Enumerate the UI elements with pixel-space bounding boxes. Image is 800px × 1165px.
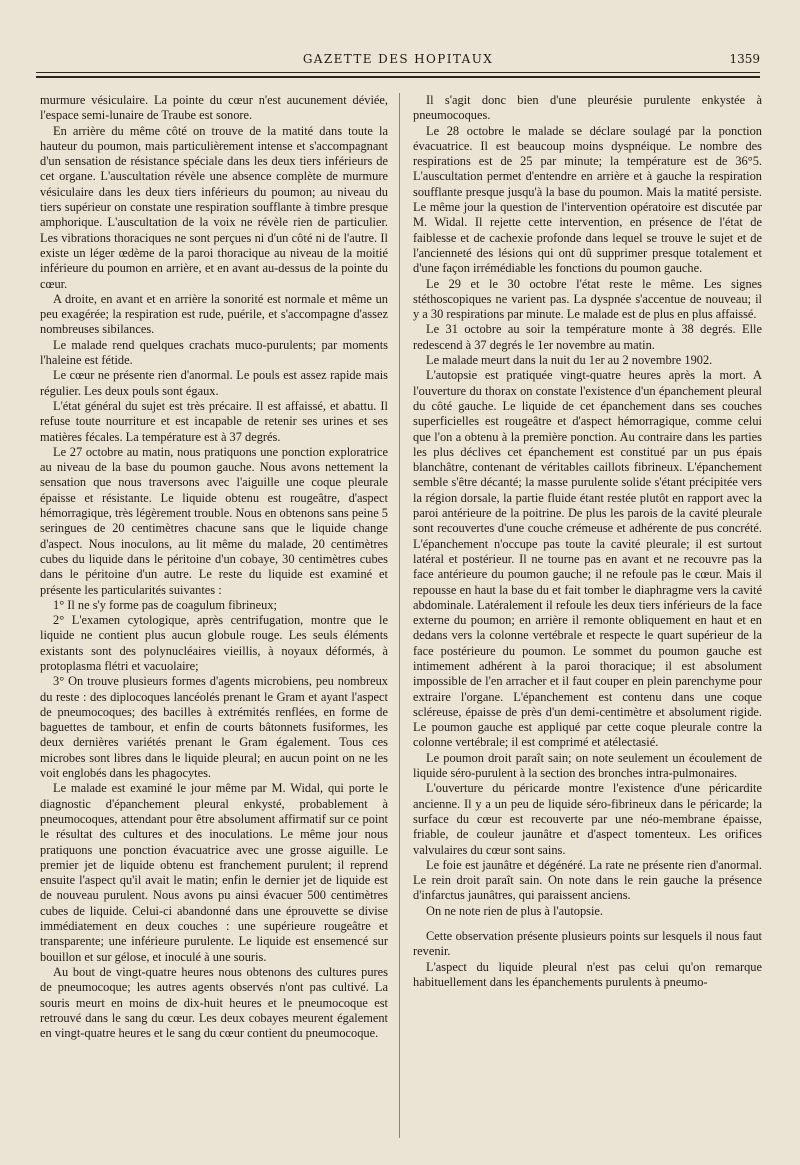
list-item: 2° L'examen cytologique, après centrifugation, montre que le liquide ne contient plus aucun globule rouge. Les seuls éléments existants sont des polynucléaires vieillis, à noyaux déformés, à protoplasma flétri et vacuolaire;	[40, 613, 388, 673]
paragraph: Il s'agit donc bien d'une pleurésie purulente enkystée à pneumocoques.	[413, 93, 762, 123]
paragraph: Le malade est examiné le jour même par M. Widal, qui porte le diagnostic d'épanchement pleural enkysté, probablement à pneumocoques, attendant pour être absolument affirmatif sur ce point le résultat des cultures et des inoculations. Le même jour nous pratiquons une ponction évacuatrice avec une grosse aiguille. Le premier jet de liquide obtenu est franchement purulent; il reprend ensuite l'aspect qu'il avait le matin; enfin le dernier jet de liquide est de nouveau purulent. Nous avons pu ainsi évacuer 500 centimètres cubes de liquide. Celui-ci abandonné dans une éprouvette se divise immédiatement en deux couches : une supérieure rougeâtre et transparente; une inférieure purulente. Le liquide est ensemencé sur bouillon et sur gélose, et inoculé à une souris.	[40, 781, 388, 964]
paragraph: Le malade meurt dans la nuit du 1er au 2 novembre 1902.	[426, 353, 713, 368]
header-rule-thick	[36, 76, 760, 78]
paragraph: On ne note rien de plus à l'autopsie.	[426, 903, 604, 918]
paragraph: Le cœur ne présente rien d'anormal. Le pouls est assez rapide mais régulier. Les deux pouls sont égaux.	[40, 368, 388, 398]
paragraph: L'ouverture du péricarde montre l'existence d'une péricardite ancienne. Il y a un peu de liquide séro-fibrineux dans le péricarde; la surface du cœur est recouverte par une néo-membrane épaisse, friable, de couleur jaunâtre et d'aspect tomenteux. Les orifices valvulaires du cœur sont sains.	[413, 781, 762, 857]
paragraph: A droite, en avant et en arrière la sonorité est normale et même un peu exagérée; la respiration est rude, puérile, et s'accompagne d'assez nombreuses sibilances.	[40, 291, 388, 337]
header-rule-thin	[36, 72, 760, 73]
paragraph: murmure vésiculaire. La pointe du cœur n'est aucunement déviée, l'espace semi-lunaire de Traube est sonore.	[40, 93, 388, 123]
page-header	[36, 52, 760, 74]
paragraph: Le foie est jaunâtre et dégénéré. La rate ne présente rien d'anormal. Le rein droit paraît sain. On note dans le rein gauche la présence d'infarctus jaunâtres, qui paraissent anciens.	[413, 857, 762, 903]
left-column	[40, 93, 388, 1041]
right-column	[413, 93, 762, 990]
paragraph: L'état général du sujet est très précaire. Il est affaissé, et abattu. Il refuse toute nourriture et est incapable de retenir ses urines et ses matières fécales. La température est à 37 degrés.	[40, 398, 388, 444]
paragraph: L'autopsie est pratiquée vingt-quatre heures après la mort. A l'ouverture du thorax on constate l'existence d'un épanchement pleural du côté gauche. Le liquide de cet épanchement dans ses couches superficielles est rougeâtre et d'aspect hémorragique, comme celui que l'on a obtenu à la première ponction. Au contraire dans les parties les plus déclives cet épanchement est constitué par un pus épais blanchâtre, contenant de véritables caillots fibrineux. L'épanchement semble s'être décanté; la masse purulente solide s'étant précipitée vers la région dorsale, la partie fluide étant restée plutôt en rapport avec la paroi antérieure de la poitrine. De plus les parois de la cavité pleurale sont recouvertes d'une couche crémeuse et adhérente de pus concrété. L'épanchement n'occupe pas toute la cavité pleurale; il est surtout latéral et postérieur. Il ne tourne pas en avant et ne recouvre pas la face antérieure du poumon gauche; il ne refoule pas le cœur. Mais il repousse en haut la base du et fait tomber le diaphragme vers la cavité abdominale. Latéralement il refoule les deux tiers inférieurs de la face externe du poumon; en arrière il remonte obliquement en haut et en dedans vers la colonne vertébrale et respecte le quart supérieur de la face postérieure du poumon. Le sommet du poumon gauche est intimement adhérent à la paroi thoracique; il est absolument impossible de l'en arracher et il faut couper en plein parenchyme pour extraire l'organe. L'épanchement est contenu dans une coque scléreuse, épaisse de près d'un demi-centimètre et absolument rigide. Le poumon gauche est appliqué par cette coque pleurale contre la colonne vertébrale; il est comprimé et atélectasié.	[413, 368, 762, 750]
paragraph: Cette observation présente plusieurs points sur lesquels il nous faut revenir.	[413, 929, 762, 959]
paragraph: Le malade rend quelques crachats muco-purulents; par moments l'haleine est fétide.	[40, 337, 388, 368]
paragraph: Le 31 octobre au soir la température monte à 38 degrés. Elle redescend à 37 degrés le 1er novembre au matin.	[413, 322, 762, 352]
paragraph: Le 29 et le 30 octobre l'état reste le même. Les signes stéthoscopiques ne varient pas. La dyspnée s'accentue de nouveau; il y a 30 respirations par minute. Le malade est de plus en plus affaissé.	[413, 276, 762, 322]
paragraph: Le poumon droit paraît sain; on note seulement un écoulement de liquide séro-purulent à la section des bronches intra-pulmonaires.	[413, 750, 762, 781]
paragraph: En arrière du même côté on trouve de la matité dans toute la hauteur du poumon, mais particulièrement intense et s'accompagnant d'un sensation de résistance spéciale dans les deux tiers inférieurs de cet organe. L'auscultation révèle une absence complète de murmure vésiculaire dans les deux tiers inférieurs du poumon; au niveau du tiers supérieur on constate une respiration soufflante à timbre presque amphorique. L'auscultation de la voix ne révèle rien de particulier. Les vibrations thoraciques ne sont perçues ni d'un côté ni de l'autre. Il existe un léger œdème de la paroi thoracique au niveau de la moitié inférieure du poumon en arrière, et en avant au-dessus de la pointe du cœur.	[40, 123, 388, 291]
running-title: GAZETTE DES HOPITAUX	[302, 52, 494, 66]
paragraph: Au bout de vingt-quatre heures nous obtenons des cultures pures de pneumocoque; les autres agents observés n'ont pas cultivé. La souris meurt en moins de dix-huit heures et le pneumocoque est retrouvé dans le sang du cœur. Les deux cobayes meurent également en vingt-quatre heures et le sang du cœur contient du pneumocoque.	[40, 964, 388, 1041]
list-item: 1° Il ne s'y forme pas de coagulum fibrineux;	[53, 597, 277, 612]
paragraph: Le 27 octobre au matin, nous pratiquons une ponction exploratrice au niveau de la base du poumon gauche. Nous avons nettement la sensation que nous traversons avec l'aiguille une coque pleurale épaisse et résistante. Le liquide obtenu est rougeâtre, d'aspect hémorragique, très légèrement trouble. Nous en obtenons sans peine 5 seringues de 20 centimètres chacune sans que le liquide change d'aspect. Nous inoculons, au lit même du malade, 20 centimètres cubes du liquide dans le péritoine d'un cobaye, 30 centimètres cubes dans le péritoine d'un autre. Le reste du liquide est examiné et présente les particularités suivantes :	[40, 444, 388, 597]
page-number: 1359	[729, 52, 760, 66]
paragraph: L'aspect du liquide pleural n'est pas celui qu'on remarque habituellement dans les épanchements purulents à pneumo-	[413, 959, 762, 989]
paragraph: Le 28 octobre le malade se déclare soulagé par la ponction évacuatrice. Il est beaucoup moins dyspnéique. Le nombre des respirations est de 25 par minute; la température est de 36°5. L'auscultation permet d'entendre en arrière et à gauche la respiration soufflante presque jusqu'à la base du poumon. Mais la matité persiste. Le même jour la question de l'intervention opératoire est discutée par M. Widal. Il rejette cette intervention, en présence de l'état de faiblesse et de cachexie profonde dans lequel se trouve le sujet et de l'ancienneté des lésions qui ont dû supprimer presque totalement et d'une façon irrémédiable les fonctions du poumon gauche.	[413, 123, 762, 276]
column-divider	[399, 93, 400, 1138]
list-item: 3° On trouve plusieurs formes d'agents microbiens, peu nombreux du reste : des diplocoques lancéolés prenant le Gram et ayant l'aspect de pneumocoques; des bacilles à extrémités renflées, en forme de baguettes de tambour, et enfin de courts bâtonnets fusiformes, les deux dernières variétés prenant le Gram également. Tous ces microbes sont libres dans le liquide pleural; en aucun point on ne les voit englobés dans les phagocytes.	[40, 674, 388, 781]
